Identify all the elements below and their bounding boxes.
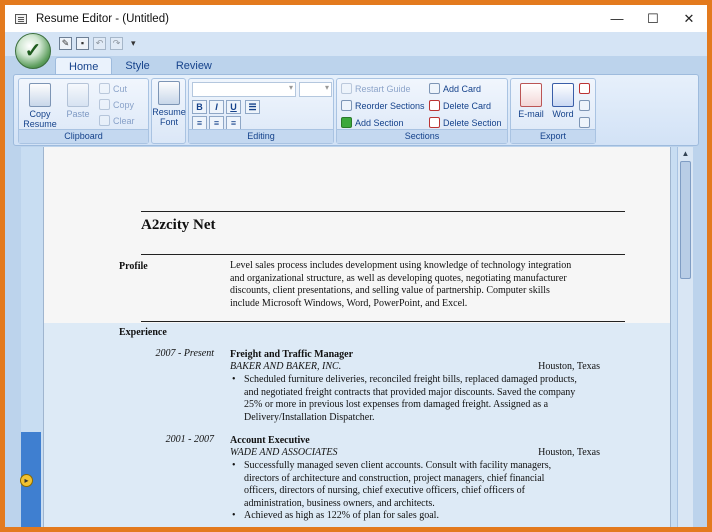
- pdf-icon: [579, 83, 590, 94]
- restart-icon: [341, 83, 352, 94]
- paste-icon: [67, 83, 89, 107]
- document-area: [21, 147, 693, 532]
- delete-section-icon: [429, 117, 440, 128]
- job-title[interactable]: Account Executive: [230, 435, 310, 446]
- cut-button[interactable]: [99, 83, 127, 94]
- bullet-line: administration, business owners, and architects.: [244, 497, 435, 509]
- profile-line: include Microsoft Windows, Word, PowerPoint, and Excel.: [230, 297, 468, 309]
- copy-resume-label-2: Resume: [23, 119, 57, 129]
- bold-button[interactable]: B: [192, 100, 207, 114]
- paste-label: Paste: [66, 109, 90, 119]
- header-rule: [141, 211, 625, 212]
- text-export-button[interactable]: [579, 100, 590, 111]
- copy-resume-label-1: Copy: [29, 109, 51, 119]
- bullet-line: Delivery/Installation Dispatcher.: [244, 411, 375, 423]
- email-label: E-mail: [518, 109, 544, 119]
- reorder-sections-label: Reorder Sections: [355, 100, 425, 111]
- job-title[interactable]: Freight and Traffic Manager: [230, 349, 354, 360]
- job-location[interactable]: Houston, Texas: [538, 447, 600, 458]
- vertical-scrollbar[interactable]: [677, 147, 693, 532]
- job-company[interactable]: BAKER AND BAKER, INC.: [230, 361, 342, 372]
- resume-font-label-1: Resume: [152, 107, 186, 117]
- edit-icon[interactable]: ✎: [59, 37, 72, 50]
- resume-font-group: [151, 78, 186, 144]
- copy-resume-button[interactable]: [21, 83, 59, 129]
- bullet-line: • Achieved as high as 122% of plan for sales goal.: [244, 510, 439, 521]
- undo-icon[interactable]: ↶: [93, 37, 106, 50]
- quick-access-toolbar: [59, 37, 136, 50]
- list-item: [230, 374, 590, 424]
- cut-label: Cut: [113, 83, 128, 94]
- delete-section-button[interactable]: [429, 117, 502, 128]
- bullet-line: 25% or more in previous lost expenses from damaged freight. Assigned as a: [244, 399, 549, 410]
- resume-font-label-2: Font: [159, 117, 178, 127]
- job-bullets[interactable]: [230, 374, 590, 424]
- copy-icon: [99, 99, 110, 110]
- clear-label: Clear: [113, 115, 135, 126]
- italic-button[interactable]: I: [209, 100, 224, 114]
- editing-group-label: Editing: [189, 129, 333, 143]
- list-item: [230, 460, 590, 510]
- ribbon-tabs: [55, 57, 225, 75]
- window-title: Resume Editor - (Untitled): [36, 12, 169, 25]
- globe-icon: [579, 117, 590, 128]
- resume-name[interactable]: A2zcity Net: [141, 217, 216, 233]
- scroll-up-icon[interactable]: ▲: [681, 149, 690, 158]
- word-export-button[interactable]: [544, 83, 582, 119]
- clear-button[interactable]: [99, 115, 135, 126]
- bullet-line: directors of architecture and construction, project managers, chief financial: [244, 472, 545, 484]
- minimize-button[interactable]: —: [610, 11, 624, 26]
- sections-group: [336, 78, 508, 144]
- title-bar: [5, 5, 707, 32]
- add-section-label: Add Section: [355, 117, 404, 128]
- text-file-icon: [579, 100, 590, 111]
- bullet-list-icon[interactable]: ☰: [245, 100, 260, 114]
- reorder-sections-button[interactable]: [341, 100, 425, 111]
- profile-rule: [141, 254, 625, 255]
- bullet-line: officers, directors of nursing, chief executive officers, chief officers of: [244, 485, 525, 496]
- add-section-icon: [341, 117, 352, 128]
- paste-button[interactable]: [59, 83, 97, 119]
- font-size-combo[interactable]: [299, 82, 332, 97]
- underline-button[interactable]: U: [226, 100, 241, 114]
- application-menu-button[interactable]: [15, 33, 51, 69]
- app-icon: [15, 14, 27, 24]
- save-icon[interactable]: ▪: [76, 37, 89, 50]
- restart-guide-label: Restart Guide: [355, 83, 411, 94]
- scroll-thumb[interactable]: [680, 161, 691, 279]
- add-card-icon: [429, 83, 440, 94]
- web-export-button[interactable]: [579, 117, 590, 128]
- eraser-icon: [99, 115, 110, 126]
- checkmark-icon: ✓: [24, 39, 42, 62]
- delete-card-button[interactable]: [429, 100, 491, 111]
- experience-rule: [141, 321, 625, 322]
- export-group: [510, 78, 596, 144]
- bullet-line: and negotiated freight contracts that provided major discounts. Saved the company: [244, 386, 576, 398]
- ribbon: [13, 74, 699, 146]
- word-label: Word: [552, 109, 574, 119]
- tab-style[interactable]: Style: [125, 60, 150, 72]
- align-center-icon[interactable]: ≡: [209, 116, 224, 130]
- reorder-icon: [341, 100, 352, 111]
- delete-section-label: Delete Section: [443, 117, 502, 128]
- tab-home[interactable]: Home: [55, 57, 112, 75]
- expand-arrow-icon[interactable]: ▸: [20, 474, 33, 487]
- close-button[interactable]: ✕: [683, 10, 695, 26]
- resume-font-button[interactable]: [150, 81, 188, 127]
- restart-guide-button[interactable]: [341, 83, 411, 94]
- job-bullets[interactable]: [230, 460, 590, 523]
- redo-icon[interactable]: ↷: [110, 37, 123, 50]
- font-icon: [158, 81, 180, 105]
- copy-label: Copy: [113, 99, 135, 110]
- profile-line: and organizational structure, as well as developing quotes, negotiating manufacturer: [230, 272, 567, 284]
- resume-page[interactable]: [43, 147, 671, 532]
- export-group-label: Export: [511, 129, 595, 143]
- job-dates: 2001 - 2007: [165, 434, 214, 445]
- add-card-label: Add Card: [443, 83, 482, 94]
- profile-label: Profile: [119, 261, 148, 272]
- delete-card-label: Delete Card: [443, 100, 492, 111]
- bullet-line: • Scheduled furniture deliveries, reconciled freight bills, replaced damaged products,: [244, 374, 577, 385]
- pdf-export-button[interactable]: [579, 83, 590, 94]
- copy-resume-icon: [29, 83, 51, 107]
- align-right-icon[interactable]: ≡: [226, 116, 241, 130]
- add-card-button[interactable]: [429, 83, 481, 94]
- word-icon: [552, 83, 574, 107]
- profile-line: Level sales process includes development using knowledge of technology integration: [230, 260, 572, 271]
- align-left-icon[interactable]: ≡: [192, 116, 207, 130]
- tab-review[interactable]: Review: [175, 60, 212, 72]
- job-location[interactable]: Houston, Texas: [538, 361, 600, 372]
- sections-group-label: Sections: [337, 129, 507, 143]
- experience-label: Experience: [119, 327, 167, 338]
- list-item: [230, 510, 590, 523]
- profile-text[interactable]: [230, 260, 630, 310]
- job-dates: 2007 - Present: [155, 348, 214, 359]
- clipboard-group-label: Clipboard: [19, 129, 148, 143]
- add-section-button[interactable]: [341, 117, 404, 128]
- email-icon: [520, 83, 542, 107]
- delete-card-icon: [429, 100, 440, 111]
- font-name-combo[interactable]: [192, 82, 296, 97]
- clipboard-group: [18, 78, 149, 144]
- editing-group: [188, 78, 334, 144]
- maximize-button[interactable]: ☐: [647, 10, 659, 26]
- copy-button[interactable]: [99, 99, 134, 110]
- bullet-line: • Successfully managed seven client accounts. Consult with facility managers,: [244, 460, 552, 471]
- job-company[interactable]: WADE AND ASSOCIATES: [230, 447, 338, 458]
- customize-toolbar-icon[interactable]: ▾: [131, 38, 136, 48]
- scissors-icon: [99, 83, 110, 94]
- profile-line: discounts, client presentations, and selling value of partnership. Computer skills: [230, 285, 550, 296]
